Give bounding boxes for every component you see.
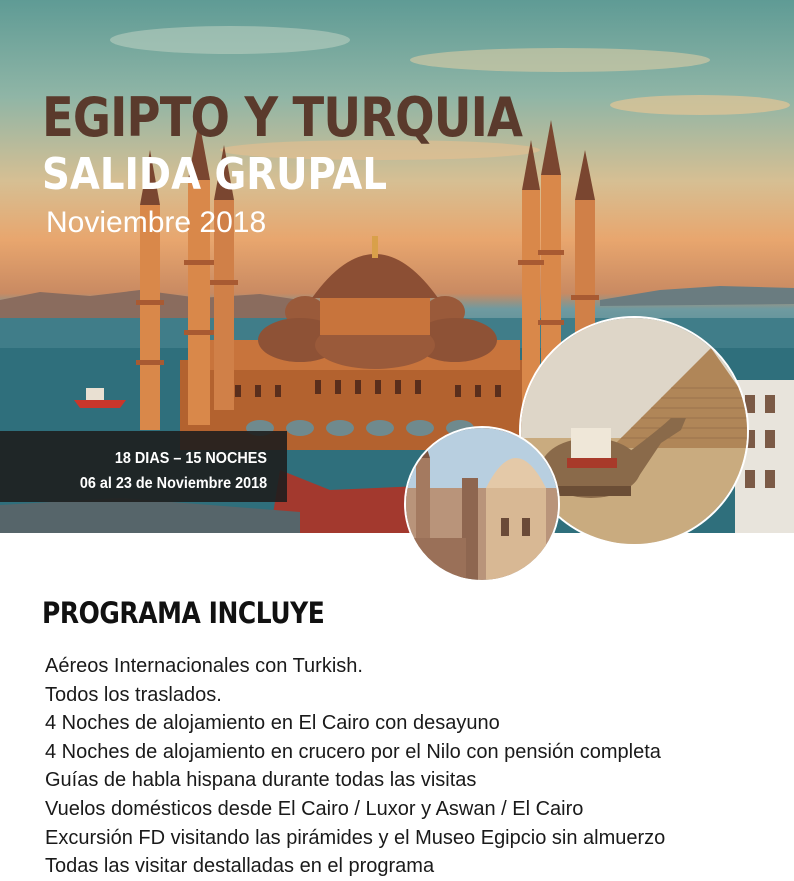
list-item: 4 Noches de alojamiento en El Cairo con desayuno xyxy=(45,712,500,735)
program-items-list xyxy=(45,652,665,881)
trip-title: EGIPTO Y TURQUIA xyxy=(42,86,523,149)
trip-duration: 18 DIAS – 15 NOCHES xyxy=(114,450,267,467)
list-item: Guías de habla hispana durante todas las visitas xyxy=(45,769,477,792)
trip-subtitle: SALIDA GRUPAL xyxy=(42,149,388,200)
dates-box xyxy=(0,431,287,502)
trip-dates: 06 al 23 de Noviembre 2018 xyxy=(79,475,267,492)
list-item: Todos los traslados. xyxy=(45,683,222,706)
list-item: 4 Noches de alojamiento en crucero por el Nilo con pensión completa xyxy=(45,740,661,763)
list-item: Vuelos domésticos desde El Cairo / Luxor y Aswan / El Cairo xyxy=(45,797,584,820)
list-item: Aéreos Internacionales con Turkish. xyxy=(45,655,363,677)
cairo-minaret-photo xyxy=(404,426,560,582)
list-item: Todas las visitar destalladas en el programa xyxy=(45,855,435,878)
trip-month: Noviembre 2018 xyxy=(46,206,267,239)
list-item: Excursión FD visitando las pirámides y el Museo Egipcio sin almuerzo xyxy=(45,826,666,849)
program-heading: PROGRAMA INCLUYE xyxy=(42,596,325,630)
